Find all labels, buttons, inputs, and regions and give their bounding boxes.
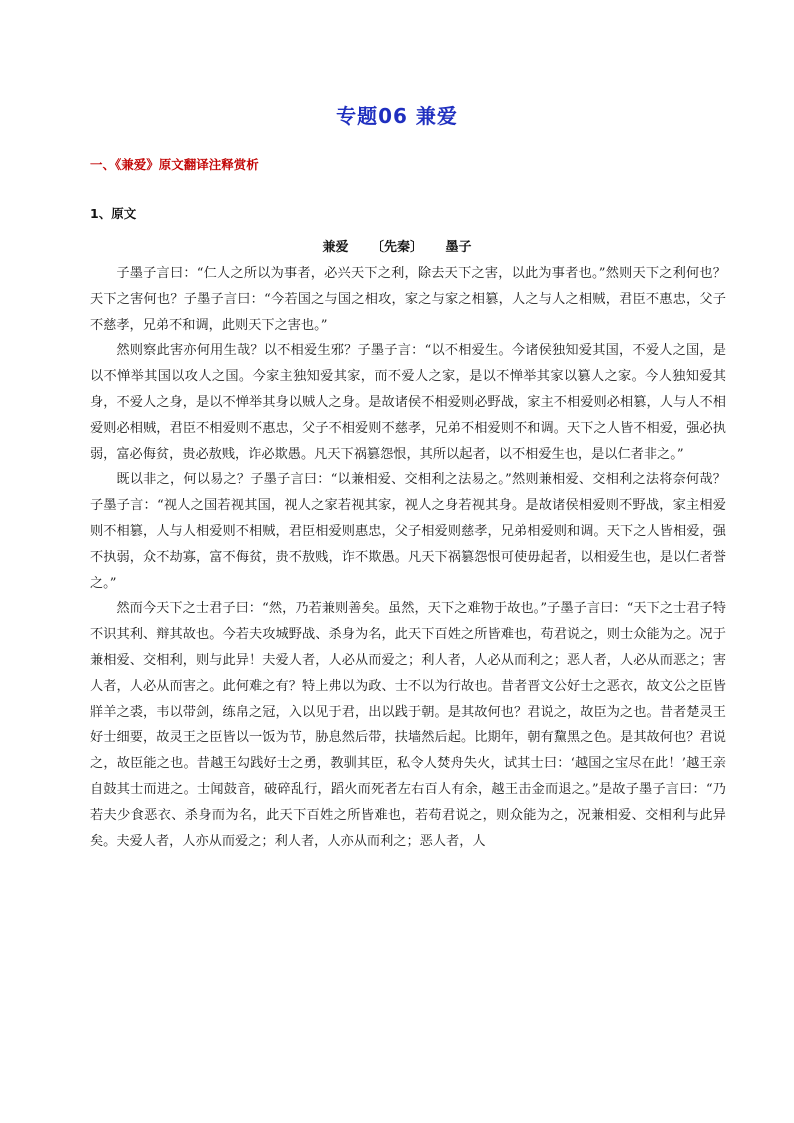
sub-heading: 1、原文	[90, 206, 137, 221]
paragraph: 既以非之，何以易之？子墨子言曰：“以兼相爱、交相利之法易之。”然则兼相爱、交相利之法将奈何哉？子墨子言：“视人之国若视其国，视人之家若视其家，视人之身若视其身。是故诸侯相爱则不野战，家主相爱则不相篡，人与人相爱则不相贼，君臣相爱则惠忠，父子相爱则慈孝，兄弟相爱则和调。天下之人皆相爱，强不执弱，众不劫寡，富不侮贫，贵不敖贱，诈不欺愚。凡天下祸篡怨恨可使毋起者，以相爱生也，是以仁者誉之。”	[90, 472, 726, 591]
body-text	[90, 261, 726, 854]
poem-author: 墨子	[445, 240, 472, 255]
page-title: 专题06 兼爱	[336, 104, 458, 128]
paragraph: 然而今天下之士君子曰：“然，乃若兼则善矣。虽然，天下之难物于故也。”子墨子言曰：“天下之士君子特不识其利、辩其故也。今若夫攻城野战、杀身为名，此天下百姓之所皆难也，苟君说之，则士众能为之。况于兼相爱、交相利，则与此异！夫爱人者，人必从而爱之；利人者，人必从而利之；恶人者，人必从而恶之；害人者，人必从而害之。此何难之有？特上弗以为政、士不以为行故也。昔者晋文公好士之恶衣，故文公之臣皆牂羊之裘，韦以带剑，练帛之冠，入以见于君，出以践于朝。是其故何也？君说之，故臣为之也。昔者楚灵王好士细要，故灵王之臣皆以一饭为节，胁息然后带，扶墙然后起。比期年，朝有黧黑之色。是其故何也？君说之，故臣能之也。昔越王勾践好士之勇，教驯其臣，私令人焚舟失火，试其士曰：‘越国之宝尽在此！’越王亲自鼓其士而进之。士闻鼓音，破碎乱行，蹈火而死者左右百人有余，越王击金而退之。”是故子墨子言曰：“乃若夫少食恶衣、杀身而为名，此天下百姓之所皆难也，若苟君说之，则众能为之，况兼相爱、交相利与此异矣。夫爱人者，人亦从而爱之；利人者，人亦从而利之；恶人者，人	[90, 601, 726, 849]
poem-title: 兼爱	[322, 240, 349, 255]
paragraph: 子墨子言曰：“仁人之所以为事者，必兴天下之利，除去天下之害，以此为事者也。”然则天下之利何也？天下之害何也？子墨子言曰：“今若国之与国之相攻，家之与家之相篡，人之与人之相贼，君臣不惠忠，父子不慈孝，兄弟不和调，此则天下之害也。”	[90, 266, 726, 333]
poem-dynasty: 〔先秦〕	[370, 240, 423, 255]
poem-title-line	[0, 236, 794, 255]
section-heading: 一、《兼爱》原文翻译注释赏析	[90, 157, 259, 172]
paragraph: 然则察此害亦何用生哉？以不相爱生邪？子墨子言：“以不相爱生。今诸侯独知爱其国，不爱人之国，是以不惮举其国以攻人之国。今家主独知爱其家，而不爱人之家，是以不惮举其家以篡人之家。今人独知爱其身，不爱人之身，是以不惮举其身以贼人之身。是故诸侯不相爱则必野战，家主不相爱则必相篡，人与人不相爱则必相贼，君臣不相爱则不惠忠，父子不相爱则不慈孝，兄弟不相爱则不和调。天下之人皆不相爱，强必执弱，富必侮贫，贵必敖贱，诈必欺愚。凡天下祸篡怨恨，其所以起者，以不相爱生也，是以仁者非之。”	[90, 343, 726, 462]
